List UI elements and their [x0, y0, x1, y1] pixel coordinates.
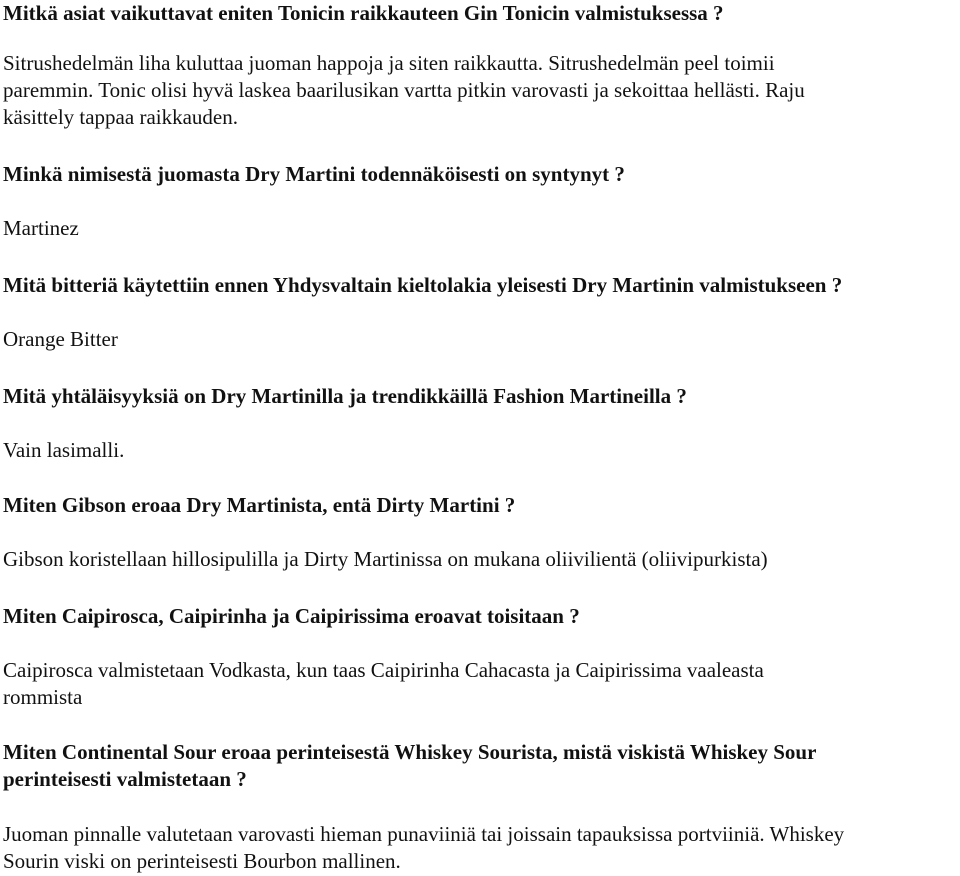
answer-6-line-2: rommista [3, 685, 83, 709]
question-4: Mitä yhtäläisyyksiä on Dry Martinilla ja trendikkäillä Fashion Martineilla ? [3, 384, 687, 408]
question-6: Miten Caipirosca, Caipirinha ja Caipirissima eroavat toisitaan ? [3, 604, 580, 628]
answer-1 [3, 50, 805, 131]
question-5: Miten Gibson eroaa Dry Martinista, entä Dirty Martini ? [3, 493, 516, 517]
question-7 [3, 739, 816, 793]
answer-7-line-1: Juoman pinnalle valutetaan varovasti hieman punaviiniä tai joissain tapauksissa portviiniä. Whiskey [3, 822, 845, 846]
question-3: Mitä bitteriä käytettiin ennen Yhdysvaltain kieltolakia yleisesti Dry Martinin valmistukseen ? [3, 273, 843, 297]
answer-1-line-2: paremmin. Tonic olisi hyvä laskea baarilusikan vartta pitkin varovasti ja sekoittaa hellästi. Raju [3, 78, 805, 102]
answer-7 [3, 821, 844, 875]
question-2: Minkä nimisestä juomasta Dry Martini todennäköisesti on syntynyt ? [3, 162, 625, 186]
answer-4: Vain lasimalli. [3, 438, 125, 462]
answer-3: Orange Bitter [3, 327, 118, 351]
answer-6 [3, 657, 764, 711]
answer-5: Gibson koristellaan hillosipulilla ja Dirty Martinissa on mukana oliivilientä (oliivipurkista) [3, 547, 768, 571]
question-1: Mitkä asiat vaikuttavat eniten Tonicin raikkauteen Gin Tonicin valmistuksessa ? [3, 1, 724, 25]
answer-7-line-2: Sourin viski on perinteisesti Bourbon mallinen. [3, 849, 401, 873]
answer-6-line-1: Caipirosca valmistetaan Vodkasta, kun taas Caipirinha Cahacasta ja Caipirissima vaaleasta [3, 658, 764, 682]
question-7-line-1: Miten Continental Sour eroaa perinteisestä Whiskey Sourista, mistä viskistä Whiskey Sour [3, 740, 817, 764]
answer-2: Martinez [3, 216, 79, 240]
answer-1-line-3: käsittely tappaa raikkauden. [3, 105, 238, 129]
answer-1-line-1: Sitrushedelmän liha kuluttaa juoman happoja ja siten raikkautta. Sitrushedelmän peel toimii [3, 51, 775, 75]
question-7-line-2: perinteisesti valmistetaan ? [3, 767, 247, 791]
